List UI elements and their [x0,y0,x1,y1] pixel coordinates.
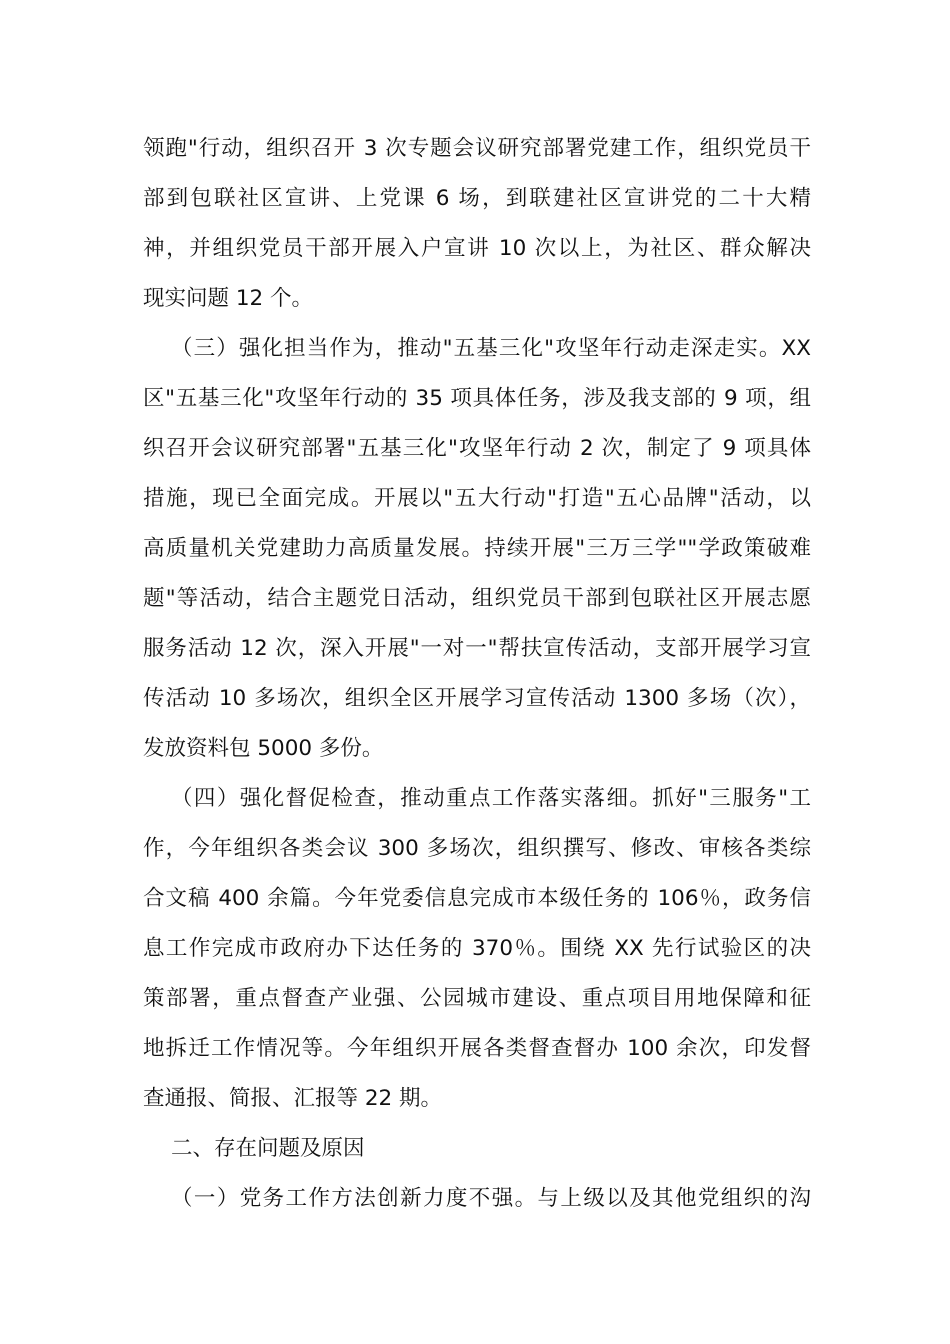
text-line: 神，并组织党员干部开展入户宣讲 10 次以上，为社区、群众解决 [143,236,811,261]
text-line: 作，今年组织各类会议 300 多场次，组织撰写、修改、审核各类综 [143,836,811,861]
document-page [143,124,811,1224]
text-line: 查通报、简报、汇报等 22 期。 [143,1086,443,1111]
text-line: 部到包联社区宣讲、上党课 6 场，到联建社区宣讲党的二十大精 [143,186,811,211]
chapter-heading: 二、存在问题及原因 [171,1136,365,1161]
section-heading-line: （一）党务工作方法创新力度不强。与上级以及其他党组织的沟 [171,1186,811,1211]
text-line: 领跑"行动，组织召开 3 次专题会议研究部署党建工作，组织党员干 [143,136,811,161]
text-line: 传活动 10 多场次，组织全区开展学习宣传活动 1300 多场（次）， [143,686,811,711]
text-line: 策部署，重点督查产业强、公园城市建设、重点项目用地保障和征 [143,986,811,1011]
text-line: 地拆迁工作情况等。今年组织开展各类督查督办 100 余次，印发督 [143,1036,811,1061]
text-line: 息工作完成市政府办下达任务的 370％。围绕 XX 先行试验区的决 [143,936,811,961]
paragraph-problem-one [143,1174,811,1224]
text-line: 题"等活动，结合主题党日活动，组织党员干部到包联社区开展志愿 [143,586,811,611]
text-line: 高质量机关党建助力高质量发展。持续开展"三万三学""学政策破难 [143,536,811,561]
section-heading-line: （四）强化督促检查，推动重点工作落实落细。抓好"三服务"工 [171,786,811,811]
text-line: 发放资料包 5000 多份。 [143,736,384,761]
paragraph-section-four [143,774,811,1124]
heading-problems-and-causes [143,1124,811,1174]
text-line: 服务活动 12 次，深入开展"一对一"帮扶宣传活动，支部开展学习宣 [143,636,811,661]
paragraph-section-three [143,324,811,774]
text-line: 措施，现已全面完成。开展以"五大行动"打造"五心品牌"活动，以 [143,486,811,511]
text-line: 区"五基三化"攻坚年行动的 35 项具体任务，涉及我支部的 9 项，组 [143,386,811,411]
text-line: 合文稿 400 余篇。今年党委信息完成市本级任务的 106％，政务信 [143,886,811,911]
text-line: 织召开会议研究部署"五基三化"攻坚年行动 2 次，制定了 9 项具体 [143,436,811,461]
section-heading-line: （三）强化担当作为，推动"五基三化"攻坚年行动走深走实。XX [171,336,811,361]
paragraph-party-building-lead [143,124,811,324]
text-line: 现实问题 12 个。 [143,286,314,311]
